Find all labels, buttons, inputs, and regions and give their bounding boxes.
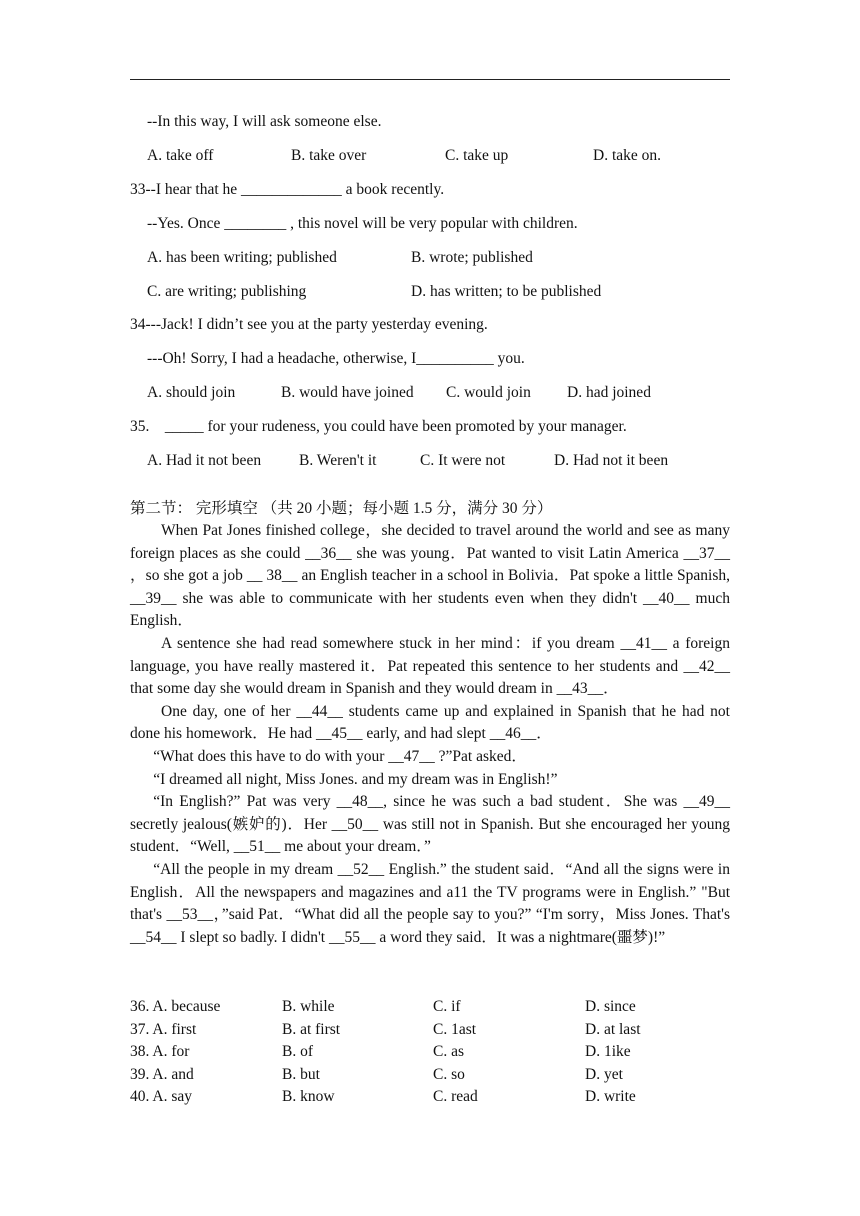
q35-prompt: 35. _____ for your rudeness, you could have been promoted by your manager. — [130, 418, 627, 435]
option-c: C. as — [433, 1043, 464, 1061]
option-b: B. but — [282, 1065, 320, 1083]
cloze-option-row — [130, 1064, 730, 1087]
option-d: D. since — [585, 998, 636, 1015]
q32-response: --In this way, I will ask someone else. — [147, 113, 382, 130]
q35-option-b: B. Weren't it — [299, 452, 377, 469]
passage-paragraph: “In English?” Pat was very __48__, since he was such a bad student．She was __49__ secretly jealous(嫉妒的)．Her __50__ was still not in Spanish. But she encouraged her young student．“Well, __51__ me about your dream．” — [130, 793, 730, 856]
q33-response: --Yes. Once ________ , this novel will be very popular with children. — [147, 215, 578, 232]
cloze-passage — [130, 520, 730, 949]
option-d: D. yet — [585, 1065, 623, 1083]
section-heading: 第二节： 完形填空 （共 20 小题；每小题 1.5 分，满分 30 分） — [130, 500, 553, 517]
option-c: C. so — [433, 1065, 465, 1083]
q32-option-c: C. take up — [445, 147, 509, 164]
passage-paragraph: “All the people in my dream __52__ English.” the student said．“And all the signs were in English．All the newspapers and magazines and a11 the TV programs were in English.” "But that's __53__，”said Pat．“What did all the people say to you?” “I'm sorry，Miss Jones. That's __54__ I slept so badly. I didn't __55__ a word they said．It was a nightmare(噩梦)!” — [130, 860, 730, 946]
passage-paragraph: “I dreamed all night, Miss Jones. and my dream was in English!” — [153, 770, 558, 788]
cloze-option-row — [130, 1019, 730, 1042]
q34-option-a: A. should join — [147, 384, 236, 401]
q33-option-d: D. has written; to be published — [411, 283, 602, 300]
option-a: 36. A. because — [130, 998, 221, 1015]
option-a: 39. A. and — [130, 1065, 194, 1083]
q35-option-a: A. Had it not been — [147, 452, 262, 469]
option-c: C. 1ast — [433, 1020, 477, 1038]
cloze-options — [130, 996, 730, 1109]
option-a: 40. A. say — [130, 1088, 192, 1106]
option-d: D. write — [585, 1088, 636, 1106]
passage-paragraph: “What does this have to do with your __47__ ?”Pat asked． — [153, 747, 527, 765]
option-b: B. of — [282, 1043, 313, 1061]
header-rule — [130, 79, 730, 80]
q34-option-c: C. would join — [446, 384, 531, 401]
option-a: 37. A. first — [130, 1020, 197, 1038]
q34-response: ---Oh! Sorry, I had a headache, otherwise, I__________ you. — [147, 350, 525, 367]
option-b: B. while — [282, 998, 335, 1015]
option-a: 38. A. for — [130, 1043, 190, 1061]
cloze-option-row — [130, 996, 730, 1019]
q34-option-b: B. would have joined — [281, 384, 414, 401]
option-c: C. read — [433, 1088, 478, 1106]
q32-option-a: A. take off — [147, 147, 214, 164]
cloze-option-row — [130, 1041, 730, 1064]
option-b: B. at first — [282, 1020, 341, 1038]
option-d: D. 1ike — [585, 1043, 631, 1061]
q34-prompt: 34---Jack! I didn’t see you at the party yesterday evening. — [130, 316, 488, 333]
option-b: B. know — [282, 1088, 335, 1106]
passage-paragraph: A sentence she had read somewhere stuck in her mind：if you dream __41__ a foreign language, you have really mastered it．Pat repeated this sentence to her students and __42__ that some day she would dream in Spanish and they would dream in __43__． — [130, 634, 730, 698]
passage-paragraph: When Pat Jones finished college，she decided to travel around the world and see as many foreign places as she could __36__ she was young．Pat wanted to visit Latin America __37__ ，so she got a job __ 38__ an English teacher in a school in Bolivia．Pat spoke a little Spanish, __39__ she was able to communicate with her students even when they didn't __40__ much English． — [130, 522, 730, 630]
q35-option-d: D. Had not it been — [554, 452, 669, 469]
option-d: D. at last — [585, 1020, 641, 1038]
q33-option-a: A. has been writing; published — [147, 249, 337, 266]
q33-prompt: 33--I hear that he _____________ a book recently. — [130, 181, 445, 198]
q32-option-d: D. take on. — [593, 147, 662, 164]
q35-option-c: C. It were not — [420, 452, 506, 469]
cloze-option-row — [130, 1086, 730, 1109]
q33-option-c: C. are writing; publishing — [147, 283, 307, 300]
q34-option-d: D. had joined — [567, 384, 651, 401]
q32-option-b: B. take over — [291, 147, 367, 164]
option-c: C. if — [433, 998, 461, 1015]
passage-paragraph: One day, one of her __44__ students came up and explained in Spanish that he had not done his homework．He had __45__ early, and had slept __46__． — [130, 702, 730, 743]
q33-option-b: B. wrote; published — [411, 249, 533, 266]
